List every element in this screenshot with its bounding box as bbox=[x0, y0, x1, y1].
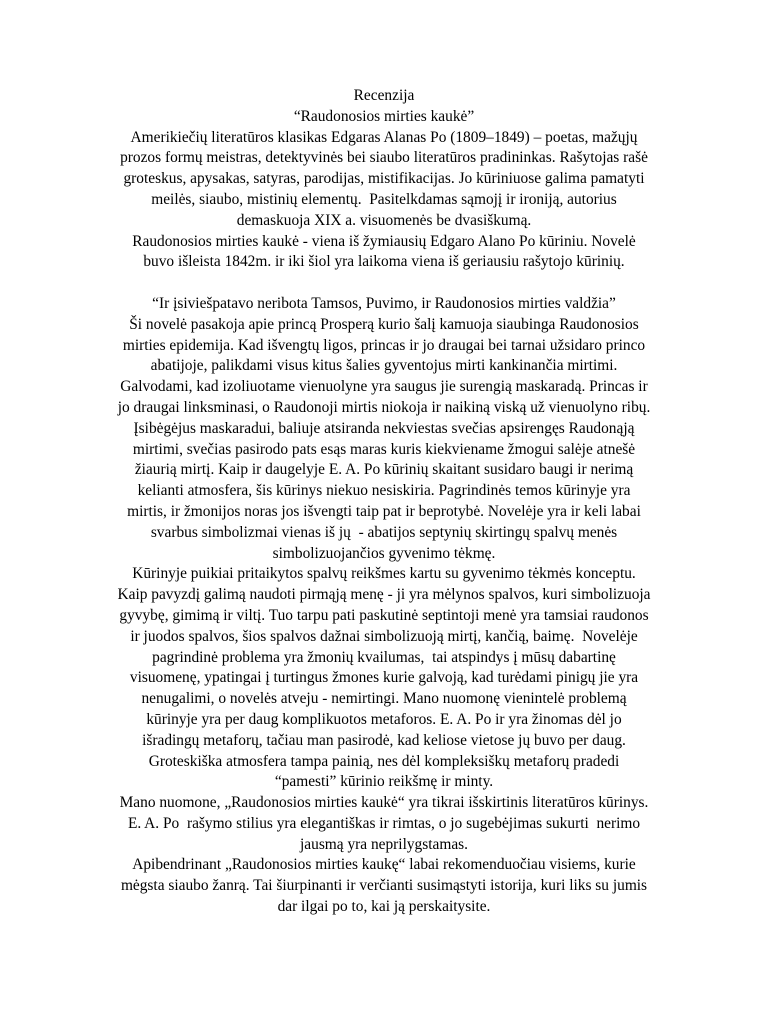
intro-paragraphs bbox=[92, 128, 676, 274]
text-line: Groteskiška atmosfera tampa painią, nes dėl kompleksiškų metaforų pradedi bbox=[148, 752, 620, 770]
text-line: mirties epidemija. Kad išvengtų ligos, princas ir jo draugai bei tarnai užsidaro princo bbox=[122, 336, 646, 354]
review-text bbox=[92, 86, 676, 918]
text-line: jo draugai linksminasi, o Raudonoji mirtis niokoja ir naikiną viską už vienuolyno ribų. bbox=[117, 398, 651, 416]
document-subheading: “Raudonosios mirties kaukė” bbox=[293, 107, 475, 125]
text-line: “pamesti” kūrinio reikšmę ir minty. bbox=[274, 773, 494, 791]
text-line: Raudonosios mirties kaukė - viena iš žymiausių Edgaro Alano Po kūriniu. Novelė bbox=[132, 232, 636, 250]
text-line: svarbus simbolizmai vienas iš jų - abatijos septynių skirtingų spalvų menės bbox=[150, 523, 618, 541]
text-line: Ši novelė pasakoja apie princą Prosperą kurio šalį kamuoja siaubinga Raudonosios bbox=[129, 315, 639, 333]
text-line: Mano nuomone, „Raudonosios mirties kaukė“ yra tikrai išskirtinis literatūros kūrinys. bbox=[119, 794, 649, 812]
text-line: gyvybę, gimimą ir viltį. Tuo tarpu pati paskutinė septintoji menė yra tamsiai raudonos bbox=[119, 606, 649, 624]
text-line: demaskuoja XIX a. visuomenės be dvasiškumą. bbox=[236, 211, 532, 229]
text-line: mėgsta siaubo žanrą. Tai šiurpinanti ir verčianti susimąstyti istorija, kuri liks su jumis bbox=[120, 877, 648, 895]
text-line: buvo išleista 1842m. ir iki šiol yra laikoma viena iš geriausiu rašytojo kūrinių. bbox=[143, 253, 625, 271]
text-line: žiaurią mirtį. Kaip ir daugelyje E. A. Po kūrinių skaitant susidaro baugi ir nerimą bbox=[134, 461, 634, 479]
text-line: kelianti atmosfera, šis kūrinys niekuo nesiskiria. Pagrindinės temos kūrinyje yra bbox=[137, 482, 631, 500]
body-paragraphs bbox=[92, 294, 676, 918]
text-line: Įsibėgėjus maskaradui, baliuje atsiranda nekviestas svečias apsirengęs Raudonąją bbox=[133, 419, 635, 437]
blank-line bbox=[92, 273, 676, 294]
text-line: simbolizuojančios gyvenimo tėkmę. bbox=[272, 544, 496, 562]
text-line: Galvodami, kad izoliuotame vienuolyne yra saugus jie surengią maskaradą. Princas ir bbox=[120, 378, 648, 396]
text-line: kūrinyje yra per daug komplikuotos metaforos. E. A. Po ir yra žinomas dėl jo bbox=[146, 710, 622, 728]
text-line: Apibendrinant „Raudonosios mirties kaukę“ labai rekomenduočiau visiems, kurie bbox=[132, 856, 636, 874]
text-line: groteskus, apysakas, satyras, parodijas, mistifikacijas. Jo kūriniuose galima pamatyti bbox=[123, 170, 645, 188]
text-line: prozos formų meistras, detektyvinės bei siaubo literatūros pradininkas. Rašytojas rašė bbox=[120, 149, 648, 167]
text-line: abatijoje, palikdami visus kitus šalies gyventojus mirti kankinančia mirtimi. bbox=[150, 357, 618, 375]
text-line: mirtimi, svečias pasirodo pats esąs maras kuris kiekviename žmogui salėje atnešė bbox=[132, 440, 636, 458]
text-line: išradingų metaforų, tačiau man pasirodė, kad keliose vietose jų buvo per daug. bbox=[142, 731, 626, 749]
text-line: Amerikiečių literatūros klasikas Edgaras Alanas Po (1809–1849) – poetas, mažųjų bbox=[130, 128, 638, 146]
text-line: jausmą yra neprilygstamas. bbox=[300, 835, 468, 853]
text-line: Kaip pavyzdį galimą naudoti pirmąją menę - ji yra mėlynos spalvos, kuri simbolizuoja bbox=[117, 586, 651, 604]
text-line: visuomenę, ypatingai į turtingus žmones kurie galvoją, kad turėdami pinigų jie yra bbox=[129, 669, 639, 687]
text-line: Kūrinyje puikiai pritaikytos spalvų reikšmes kartu su gyvenimo tėkmės konceptu. bbox=[132, 565, 636, 583]
text-line: E. A. Po rašymo stilius yra elegantiškas ir rimtas, o jo sugebėjimas sukurti nerimo bbox=[127, 814, 641, 832]
text-line: meilės, siaubo, mistinių elementų. Pasitelkdamas sąmojį ir ironiją, autorius bbox=[151, 190, 617, 208]
text-line: dar ilgai po to, kai ją perskaitysite. bbox=[277, 898, 491, 916]
text-line: nenugalimi, o novelės atveju - nemirtingi. Mano nuomonę vienintelė problemą bbox=[141, 690, 627, 708]
text-line: pagrindinė problema yra žmonių kvailumas, tai atspindys į mūsų dabartinę bbox=[152, 648, 616, 666]
text-line: ir juodos spalvos, šios spalvos dažnai simbolizuoją mirtį, kančią, baimę. Novelėje bbox=[130, 627, 638, 645]
text-line: “Ir įsiviešpatavo neribota Tamsos, Puvimo, ir Raudonosios mirties valdžia” bbox=[152, 294, 616, 312]
text-line: mirtis, ir žmonijos noras jos išvengti taip pat ir beprotybė. Novelėje yra ir keli labai bbox=[127, 502, 641, 520]
document-heading: Recenzija bbox=[353, 87, 415, 104]
